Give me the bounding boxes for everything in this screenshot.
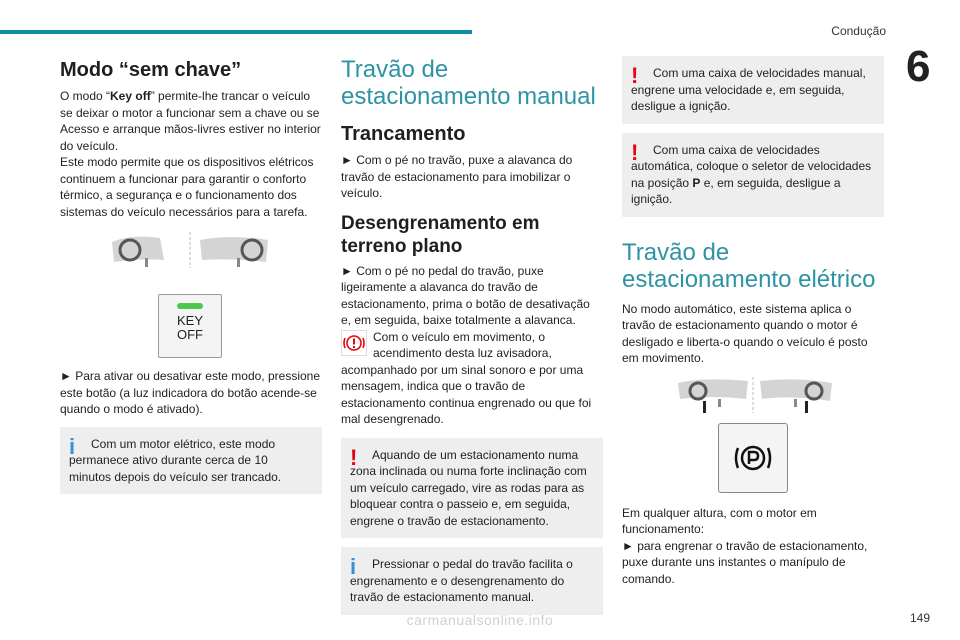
keyless-step: ► Para ativar ou desativar este modo, pressione este botão (a luz indicadora do botão acende-se quando o modo é ativado). (60, 369, 321, 416)
steering-wheels-icon (622, 375, 884, 423)
steering-wheels-icon (60, 228, 322, 294)
brake-warning-icon (341, 330, 367, 356)
indicator-light (177, 303, 203, 309)
info-note-pedal: i Pressionar o pedal do travão facilita o engrenamento e o desengrenamento do travão de estacionamento manual. (341, 547, 603, 615)
section-title: Condução (831, 24, 886, 38)
exclamation-icon: ! (631, 63, 639, 88)
column-1 (60, 56, 322, 494)
electric-steering-diagram (622, 375, 884, 423)
flat-release-text: ► Com o pé no pedal do travão, puxe ligeiramente a alavanca do travão de estacionamento, prima o botão de desativação e, em seguida, baixe totalmente a alavanca. (341, 263, 590, 327)
column-3 (622, 56, 884, 587)
key-off-label-2: OFF (177, 327, 203, 342)
key-off-button[interactable] (158, 294, 222, 358)
parking-brake-icon (719, 424, 787, 492)
flat-release-heading: Desengrenamento em terreno plano (341, 212, 540, 257)
column-2 (341, 56, 603, 615)
electric-brake-button[interactable] (718, 423, 788, 493)
keyless-mode-heading: Modo “sem chave” (60, 59, 242, 81)
chapter-number: 6 (906, 42, 931, 91)
manual-brake-heading: Travão de estacionamento manual (341, 56, 596, 110)
warning-note-slope: ! Aquando de um estacionamento numa zona inclinada ou numa forte inclinação com um veículo carregado, vire as rodas para as bloquear contra o passeio e, em seguida, engrene o travão de estacionamento. (341, 438, 603, 539)
exclamation-icon: ! (350, 444, 358, 470)
electric-brake-heading: Travão de estacionamento elétrico (622, 238, 876, 293)
top-accent-bar (0, 30, 472, 34)
info-note-electric: i Com um motor elétrico, este modo permanece ativo durante cerca de 10 minutos depois do veículo ser trancado. (60, 427, 322, 495)
warning-light-text: Com o veículo em movimento, o acendimento desta luz avisadora, acompanhado por um sinal sonoro e por uma mensagem, indica que o travão de estacionamento continua engrenado ou que foi mal desengrenado. (341, 329, 592, 426)
key-off-label-1: KEY (176, 313, 203, 328)
keyless-intro: O modo “Key off” permite-lhe trancar o veículo se deixar o motor a funcionar sem a chave ou se Acesso e arranque mãos-livres estiver no interior do veículo. (60, 89, 321, 153)
electric-brake-text: No modo automático, este sistema aplica o travão de estacionamento quando o motor é desligado e liberta-o quando o veículo é posto em movimento. (622, 301, 868, 365)
locking-text: ► Com o pé no travão, puxe a alavanca do travão de estacionamento para imobilizar o veículo. (341, 153, 573, 200)
warning-note-manual-gearbox: ! Com uma caixa de velocidades manual, engrene uma velocidade e, em seguida, desligue a ignição. (622, 56, 884, 124)
info-icon: i (69, 433, 76, 459)
exclamation-icon: ! (631, 139, 639, 165)
warning-note-auto-gearbox: ! Com uma caixa de velocidades automática, coloque o seletor de velocidades na posição P e, em seguida, desligue a ignição. (622, 133, 884, 217)
keyless-intro-2: Este modo permite que os dispositivos elétricos continuem a funcionar para garantir o conforto térmico, a segurança e o funcionamento dos sistemas do veículo necessários para a tarefa. (60, 155, 314, 219)
electric-brake-engage: ► para engrenar o travão de estacionamento, puxe durante uns instantes o manípulo de comando. (622, 538, 868, 586)
locking-heading: Trancamento (341, 123, 466, 145)
electric-brake-anytime: Em qualquer altura, com o motor em funcionamento: (622, 505, 817, 536)
steering-wheel-diagram (60, 228, 322, 294)
page-number: 149 (909, 611, 930, 625)
watermark: carmanualsonline.info (406, 612, 554, 628)
info-icon: i (350, 554, 357, 579)
